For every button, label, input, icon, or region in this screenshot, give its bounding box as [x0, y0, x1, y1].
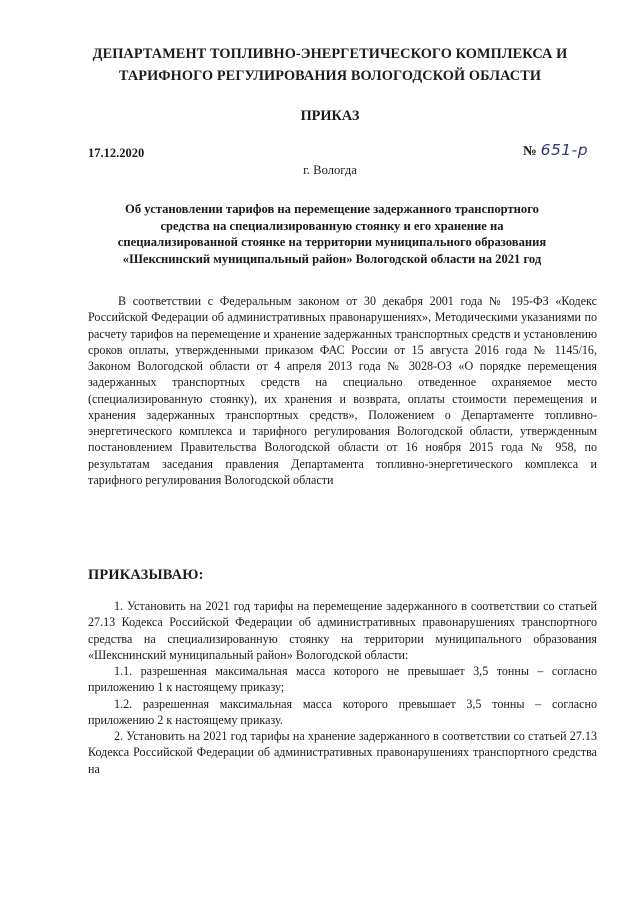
- order-heading: ПРИКАЗ: [300, 108, 360, 124]
- order-date: 17.12.2020: [88, 146, 145, 160]
- order-items: [88, 598, 597, 777]
- department-title: ДЕПАРТАМЕНТ ТОПЛИВНО-ЭНЕРГЕТИЧЕСКОГО КОМПЛЕКСА И ТАРИФНОГО РЕГУЛИРОВАНИЯ ВОЛОГОДСКОЙ ОБЛАСТИ: [92, 46, 568, 84]
- decree-heading: ПРИКАЗЫВАЮ:: [88, 567, 204, 583]
- order-number: [523, 141, 588, 159]
- handwritten-order-number: 651-р: [540, 141, 589, 159]
- item-1-1: 1.1. разрешенная максимальная масса которого не превышает 3,5 тонны – согласно приложению 1 к настоящему приказу;: [88, 664, 597, 695]
- city-line: г. Вологда: [303, 163, 357, 177]
- number-sign: №: [523, 143, 537, 158]
- item-2: 2. Установить на 2021 год тарифы на хранение задержанного в соответствии со статьей 27.13 Кодекса Российской Федерации об административных правонарушениях транспортного средства на: [88, 729, 597, 776]
- order-subject: Об установлении тарифов на перемещение задержанного транспортного средства на специализированную стоянку и его хранение на специализированной стоянке на территории муниципального образования «Шекснинский муниципальный район» Вологодской области на 2021 год: [117, 202, 547, 266]
- item-1-2: 1.2. разрешенная максимальная масса которого превышает 3,5 тонны – согласно приложению 2 к настоящему приказу.: [88, 696, 597, 727]
- item-1: 1. Установить на 2021 год тарифы на перемещение задержанного в соответствии со статьей 27.13 Кодекса Российской Федерации об административных правонарушениях транспортного средства на специализированную стоянку на территории муниципального образования «Шекснинский муниципальный район» Вологодской области:: [88, 599, 597, 662]
- preamble-paragraph: В соответствии с Федеральным законом от 30 декабря 2001 года № 195-ФЗ «Кодекс Российской Федерации об административных правонарушениях», Методическими указаниями по расчету тарифов на перемещение и хранение задержанных транспортных средств и установлению сроков оплаты, утвержденными приказом ФАС России от 15 августа 2016 года № 1145/16, Законом Вологодской области от 4 апреля 2013 года № 3028-ОЗ «О порядке перемещения задержанных транспортных средств на специально отведенное охраняемое место (специализированную стоянку), их хранения и возврата, оплаты стоимости перемещения и хранения задержанных транспортных средств», Положением о Департаменте топливно-энергетического комплекса и тарифного регулирования Вологодской области, утвержденным постановлением Правительства Вологодской области от 16 ноября 2015 года № 958, по результатам заседания правления Департамента топливно-энергетического комплекса и тарифного регулирования Вологодской области: [88, 294, 597, 487]
